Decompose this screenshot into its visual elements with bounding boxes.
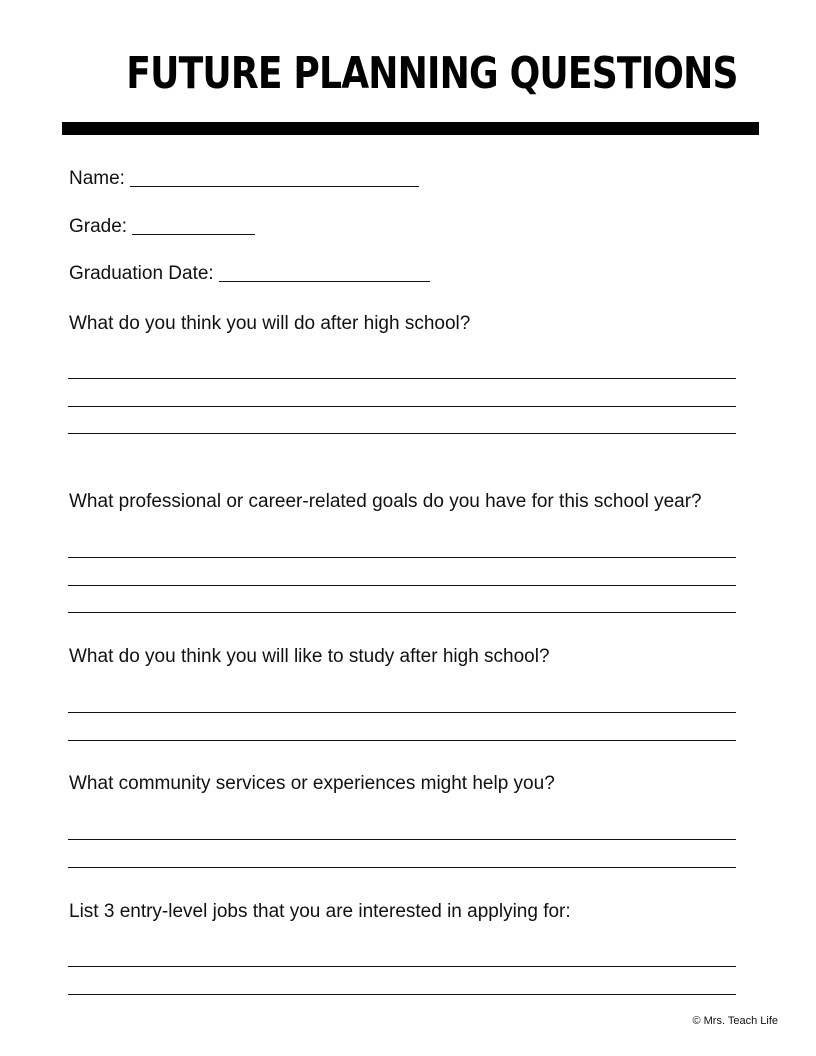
graduation-date-field [69,263,430,285]
answer-line[interactable] [68,585,736,586]
name-label: Name: [69,168,125,189]
answer-line[interactable] [68,740,736,741]
graduation-date-blank[interactable] [219,263,430,282]
answer-line[interactable] [68,406,736,407]
name-field [69,168,419,190]
question-2: What professional or career-related goals do you have for this school year? [69,491,702,512]
copyright-footer: © Mrs. Teach Life [692,1015,778,1027]
question-4: What community services or experiences might help you? [69,773,555,794]
question-3: What do you think you will like to study after high school? [69,646,550,667]
answer-line[interactable] [68,994,736,995]
answer-line[interactable] [68,612,736,613]
grade-label: Grade: [69,216,128,237]
name-blank[interactable] [130,168,419,187]
answer-line[interactable] [68,557,736,558]
graduation-date-label: Graduation Date: [69,263,214,284]
answer-line[interactable] [68,378,736,379]
page-title: FUTURE PLANNING QUESTIONS [126,48,738,99]
answer-line[interactable] [68,712,736,713]
question-5: List 3 entry-level jobs that you are interested in applying for: [69,901,571,922]
grade-blank[interactable] [132,216,255,235]
title-divider [62,122,759,135]
grade-field [69,216,255,238]
answer-line[interactable] [68,966,736,967]
answer-line[interactable] [68,867,736,868]
answer-line[interactable] [68,433,736,434]
answer-line[interactable] [68,839,736,840]
question-1: What do you think you will do after high school? [69,313,471,334]
